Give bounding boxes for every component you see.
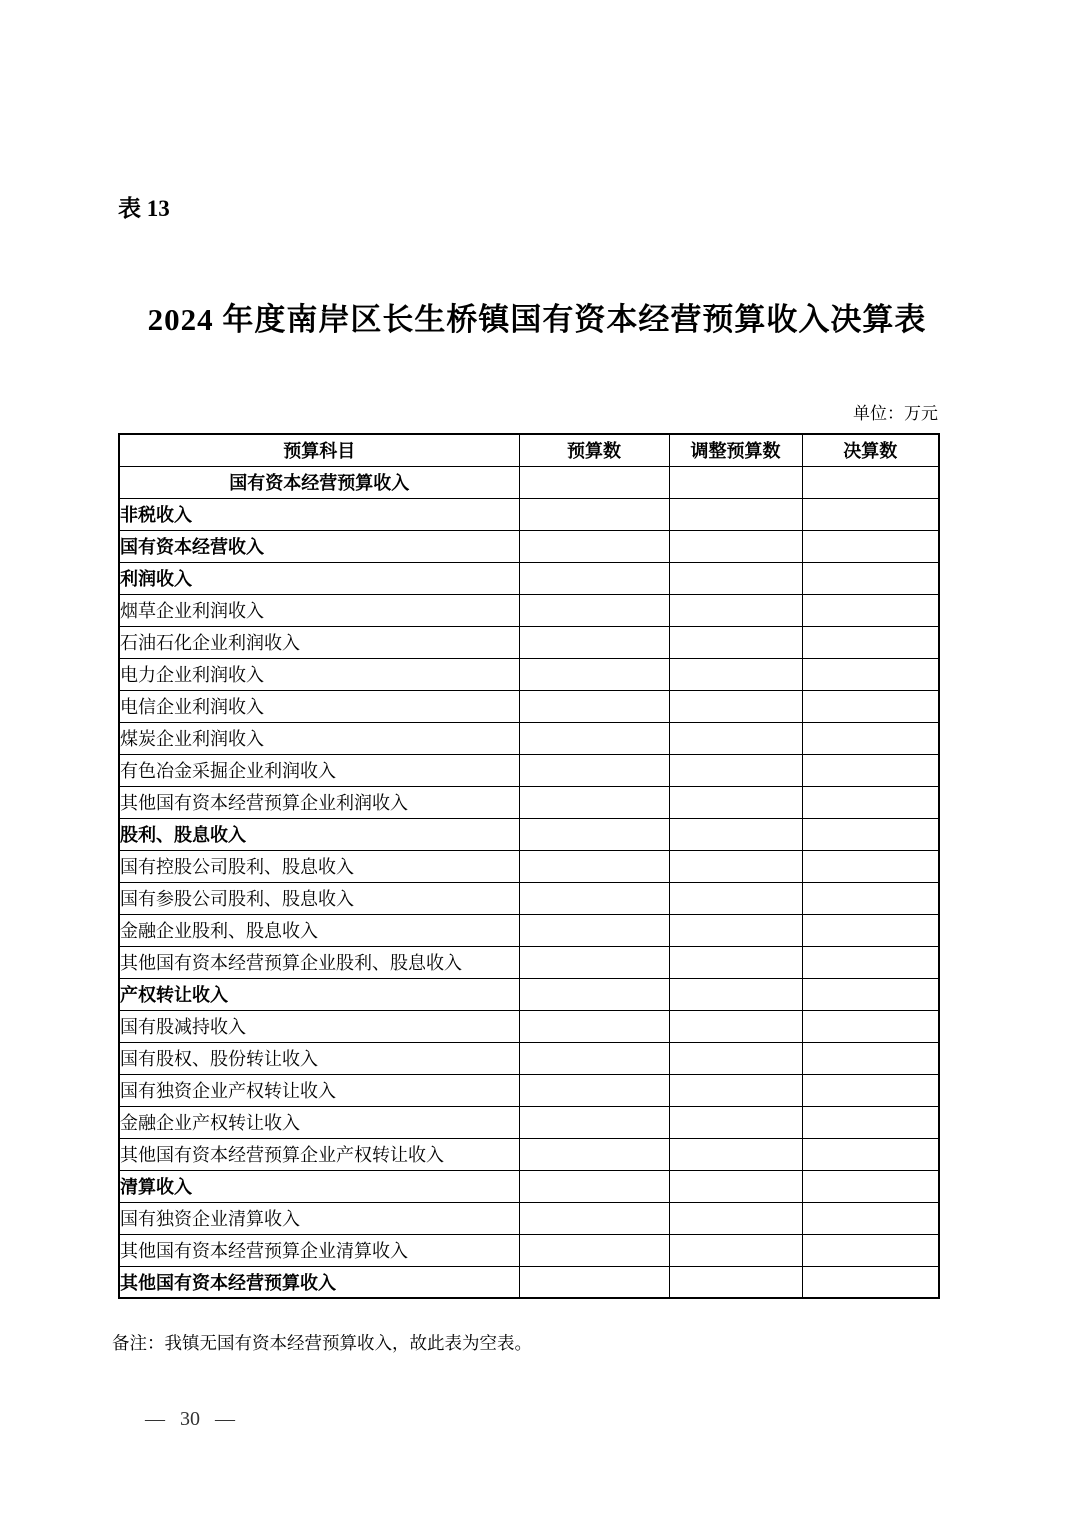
footnote: 备注：我镇无国有资本经营预算收入，故此表为空表。 <box>112 1333 532 1353</box>
final-amount-cell <box>802 626 939 658</box>
table-row <box>119 914 939 946</box>
budget-subject-cell: 国有资本经营预算收入 <box>119 466 519 498</box>
budget-amount-cell <box>519 850 669 882</box>
budget-amount-cell <box>519 626 669 658</box>
final-amount-cell <box>802 722 939 754</box>
adjusted-budget-cell <box>669 690 802 722</box>
final-amount-cell <box>802 946 939 978</box>
table-row <box>119 882 939 914</box>
final-amount-cell <box>802 786 939 818</box>
adjusted-budget-cell <box>669 850 802 882</box>
budget-subject-cell: 其他国有资本经营预算企业股利、股息收入 <box>119 946 519 978</box>
final-amount-cell <box>802 1138 939 1170</box>
budget-subject-cell: 国有控股公司股利、股息收入 <box>119 850 519 882</box>
adjusted-budget-cell <box>669 1042 802 1074</box>
budget-amount-cell <box>519 1234 669 1266</box>
budget-amount-cell <box>519 882 669 914</box>
adjusted-budget-cell <box>669 466 802 498</box>
budget-subject-cell: 利润收入 <box>119 562 519 594</box>
budget-amount-cell <box>519 690 669 722</box>
final-amount-cell <box>802 850 939 882</box>
table-row <box>119 1266 939 1298</box>
table-row <box>119 946 939 978</box>
budget-amount-cell <box>519 1010 669 1042</box>
table-row <box>119 658 939 690</box>
table-body <box>119 466 939 1298</box>
budget-amount-cell <box>519 1042 669 1074</box>
table-row <box>119 562 939 594</box>
budget-subject-cell: 有色冶金采掘企业利润收入 <box>119 754 519 786</box>
final-amount-cell <box>802 1042 939 1074</box>
budget-subject-cell: 股利、股息收入 <box>119 818 519 850</box>
table-row <box>119 1010 939 1042</box>
table-row <box>119 786 939 818</box>
final-amount-cell <box>802 690 939 722</box>
budget-amount-cell <box>519 1106 669 1138</box>
budget-amount-cell <box>519 1138 669 1170</box>
final-amount-cell <box>802 658 939 690</box>
budget-subject-cell: 国有独资企业产权转让收入 <box>119 1074 519 1106</box>
adjusted-budget-cell <box>669 722 802 754</box>
budget-amount-cell <box>519 562 669 594</box>
budget-subject-cell: 电力企业利润收入 <box>119 658 519 690</box>
table-row <box>119 1138 939 1170</box>
final-amount-cell <box>802 754 939 786</box>
table-number-label: 表 13 <box>118 196 170 221</box>
table-row <box>119 530 939 562</box>
budget-amount-cell <box>519 1266 669 1298</box>
final-amount-cell <box>802 1202 939 1234</box>
budget-subject-cell: 非税收入 <box>119 498 519 530</box>
budget-amount-cell <box>519 754 669 786</box>
budget-subject-cell: 石油石化企业利润收入 <box>119 626 519 658</box>
budget-amount-cell <box>519 786 669 818</box>
table-row <box>119 594 939 626</box>
final-amount-cell <box>802 1106 939 1138</box>
budget-amount-cell <box>519 1074 669 1106</box>
unit-note: 单位：万元 <box>853 404 938 423</box>
final-amount-cell <box>802 978 939 1010</box>
budget-amount-cell <box>519 978 669 1010</box>
budget-subject-cell: 国有参股公司股利、股息收入 <box>119 882 519 914</box>
adjusted-budget-cell <box>669 658 802 690</box>
final-amount-cell <box>802 914 939 946</box>
budget-amount-cell <box>519 914 669 946</box>
budget-amount-cell <box>519 1170 669 1202</box>
final-amount-cell <box>802 818 939 850</box>
table-row <box>119 626 939 658</box>
budget-subject-cell: 其他国有资本经营预算企业利润收入 <box>119 786 519 818</box>
budget-amount-cell <box>519 594 669 626</box>
adjusted-budget-cell <box>669 1138 802 1170</box>
document-title: 2024 年度南岸区长生桥镇国有资本经营预算收入决算表 <box>147 302 927 337</box>
table-row <box>119 1074 939 1106</box>
table-row <box>119 690 939 722</box>
budget-subject-cell: 产权转让收入 <box>119 978 519 1010</box>
table-row <box>119 466 939 498</box>
adjusted-budget-cell <box>669 882 802 914</box>
table-row <box>119 1234 939 1266</box>
final-amount-cell <box>802 1234 939 1266</box>
table-row <box>119 1042 939 1074</box>
adjusted-budget-cell <box>669 946 802 978</box>
budget-subject-cell: 清算收入 <box>119 1170 519 1202</box>
table-row <box>119 722 939 754</box>
final-amount-cell <box>802 498 939 530</box>
budget-amount-cell <box>519 466 669 498</box>
final-amount-cell <box>802 1074 939 1106</box>
adjusted-budget-cell <box>669 1234 802 1266</box>
final-amount-cell <box>802 1266 939 1298</box>
final-amount-cell <box>802 562 939 594</box>
header-budget-subject: 预算科目 <box>119 434 519 466</box>
budget-subject-cell: 国有资本经营收入 <box>119 530 519 562</box>
budget-subject-cell: 国有股权、股份转让收入 <box>119 1042 519 1074</box>
table-row <box>119 1106 939 1138</box>
adjusted-budget-cell <box>669 594 802 626</box>
adjusted-budget-cell <box>669 626 802 658</box>
header-final-amount: 决算数 <box>802 434 939 466</box>
budget-amount-cell <box>519 498 669 530</box>
budget-revenue-table <box>118 433 940 1299</box>
adjusted-budget-cell <box>669 818 802 850</box>
budget-subject-cell: 煤炭企业利润收入 <box>119 722 519 754</box>
budget-amount-cell <box>519 946 669 978</box>
adjusted-budget-cell <box>669 1010 802 1042</box>
adjusted-budget-cell <box>669 1202 802 1234</box>
table-row <box>119 754 939 786</box>
final-amount-cell <box>802 466 939 498</box>
adjusted-budget-cell <box>669 754 802 786</box>
adjusted-budget-cell <box>669 978 802 1010</box>
adjusted-budget-cell <box>669 1170 802 1202</box>
table-row <box>119 818 939 850</box>
adjusted-budget-cell <box>669 562 802 594</box>
table-row <box>119 1202 939 1234</box>
budget-subject-cell: 电信企业利润收入 <box>119 690 519 722</box>
budget-subject-cell: 国有独资企业清算收入 <box>119 1202 519 1234</box>
table-row <box>119 1170 939 1202</box>
adjusted-budget-cell <box>669 1106 802 1138</box>
adjusted-budget-cell <box>669 914 802 946</box>
header-adjusted-budget-amount: 调整预算数 <box>669 434 802 466</box>
budget-subject-cell: 其他国有资本经营预算企业产权转让收入 <box>119 1138 519 1170</box>
adjusted-budget-cell <box>669 1266 802 1298</box>
final-amount-cell <box>802 530 939 562</box>
table-row <box>119 498 939 530</box>
budget-subject-cell: 金融企业产权转让收入 <box>119 1106 519 1138</box>
adjusted-budget-cell <box>669 498 802 530</box>
budget-amount-cell <box>519 530 669 562</box>
page-number: — 30 — <box>145 1408 235 1430</box>
table-row <box>119 850 939 882</box>
table-header-row <box>119 434 939 466</box>
adjusted-budget-cell <box>669 530 802 562</box>
final-amount-cell <box>802 1010 939 1042</box>
budget-subject-cell: 国有股减持收入 <box>119 1010 519 1042</box>
budget-amount-cell <box>519 818 669 850</box>
table-row <box>119 978 939 1010</box>
final-amount-cell <box>802 1170 939 1202</box>
adjusted-budget-cell <box>669 786 802 818</box>
final-amount-cell <box>802 594 939 626</box>
budget-subject-cell: 烟草企业利润收入 <box>119 594 519 626</box>
budget-subject-cell: 金融企业股利、股息收入 <box>119 914 519 946</box>
budget-amount-cell <box>519 658 669 690</box>
adjusted-budget-cell <box>669 1074 802 1106</box>
budget-subject-cell: 其他国有资本经营预算收入 <box>119 1266 519 1298</box>
final-amount-cell <box>802 882 939 914</box>
budget-amount-cell <box>519 722 669 754</box>
budget-amount-cell <box>519 1202 669 1234</box>
header-budget-amount: 预算数 <box>519 434 669 466</box>
budget-subject-cell: 其他国有资本经营预算企业清算收入 <box>119 1234 519 1266</box>
